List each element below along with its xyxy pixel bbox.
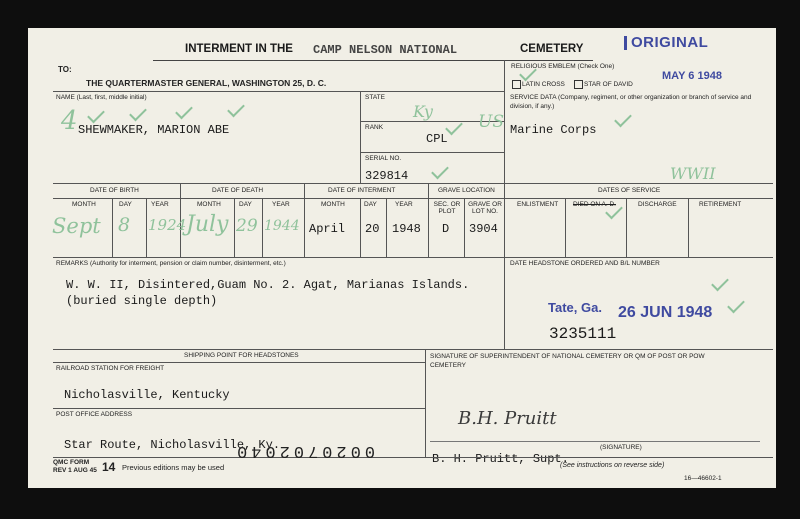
line-svc-sub2: [626, 198, 627, 257]
bl-number: 3235111: [549, 325, 617, 343]
star-of-david-label: STAR OF DAVID: [584, 81, 633, 88]
dod-month: July: [186, 212, 229, 237]
grave-no-label: GRAVE OR LOT NO.: [468, 201, 502, 215]
remarks-line1: W. W. II, Disintered,Guam No. 2. Agat, Marianas Islands.: [66, 278, 470, 292]
service-value: Marine Corps: [510, 123, 597, 137]
line-grave-right: [504, 183, 505, 349]
dod-label: DATE OF DEATH: [212, 187, 264, 194]
remarks-label: REMARKS (Authority for interment, pension or claim number, disinterment, etc.): [56, 260, 286, 267]
line-dob-sub1: [112, 198, 113, 257]
line-svc-sub1: [565, 198, 566, 257]
previous-editions: Previous editions may be used: [122, 463, 225, 472]
line-doi-sub2: [386, 198, 387, 257]
check-mark-headstone-2: [727, 296, 745, 314]
line-signature-left: [425, 349, 426, 457]
line-footer-top: [53, 457, 773, 458]
addressee: THE QUARTERMASTER GENERAL, WASHINGTON 25, D. C.: [86, 78, 327, 88]
grave-no: 3904: [469, 222, 498, 236]
line-svc-sub3: [688, 198, 689, 257]
form-number: 14: [102, 460, 116, 474]
dod-year-label: YEAR: [272, 201, 290, 208]
line-dod-sub2: [262, 198, 263, 257]
title-interment-in-the: INTERMENT IN THE: [185, 43, 293, 55]
rank-value: CPL: [426, 132, 448, 146]
sec-label: SEC. OR PLOT: [433, 201, 461, 215]
signature-caption: (SIGNATURE): [600, 444, 642, 451]
check-mark-name: [87, 106, 105, 124]
line-service-left: [504, 91, 505, 183]
doi-month: April: [309, 222, 346, 236]
signature-script: B.H. Pruitt: [458, 408, 557, 429]
line-dod-sub1: [234, 198, 235, 257]
check-mark-name-3: [175, 102, 193, 120]
doi-day: 20: [365, 222, 380, 236]
form-id: [53, 459, 97, 475]
state-value: Ky: [413, 102, 433, 121]
line-dob-sub2: [146, 198, 147, 257]
doi-day-label: DAY: [364, 201, 377, 208]
latin-cross-label: LATIN CROSS: [522, 81, 565, 88]
line-grave-sub1: [464, 198, 465, 257]
serial-value: 329814: [365, 169, 409, 183]
name-value: SHEWMAKER, MARION ABE: [78, 123, 230, 137]
service-data-label: SERVICE DATA (Company, regiment, or other organization or branch of service and division, if any.): [510, 94, 752, 110]
to-label: TO:: [58, 65, 72, 74]
line-state-left: [360, 91, 361, 183]
dob-day: 8: [118, 214, 131, 236]
headstone-stamp-place: Tate, Ga.: [548, 300, 602, 315]
name-label: NAME (Last, first, middle initial): [56, 94, 147, 101]
headstone-stamp-date: 26 JUN 1948: [618, 304, 713, 321]
check-mark-name-4: [227, 100, 245, 118]
received-date-stamp: MAY 6 1948: [662, 70, 722, 82]
print-code: 16—46602-1: [684, 475, 722, 482]
railroad-label: RAILROAD STATION FOR FREIGHT: [56, 365, 165, 372]
line-remarks-bottom: [53, 349, 773, 350]
doi-year: 1948: [392, 222, 421, 236]
enlistment-label: ENLISTMENT: [517, 201, 559, 208]
grave-location-label: GRAVE LOCATION: [438, 187, 495, 194]
microfilm-number: 0020702040: [233, 441, 376, 460]
line-railroad-bottom: [53, 408, 425, 409]
dod-day: 29: [236, 216, 258, 236]
line-shipping-sub: [53, 362, 425, 363]
check-mark-service: [614, 110, 632, 128]
line-doi-sub1: [360, 198, 361, 257]
signature-typed: B. H. Pruitt, Supt.: [432, 452, 569, 466]
post-office-label: POST OFFICE ADDRESS: [56, 411, 133, 418]
dod-day-label: DAY: [239, 201, 252, 208]
form-rev: REV 1 AUG 45: [53, 467, 97, 474]
signature-label: SIGNATURE OF SUPERINTENDENT OF NATIONAL CEMETERY OR QM OF POST OR POW CEMETERY: [430, 353, 705, 369]
line-dod-right: [304, 183, 305, 257]
state-label: STATE: [365, 94, 385, 101]
check-mark-name-2: [129, 104, 147, 122]
dates-of-service-label: DATES OF SERVICE: [598, 187, 661, 194]
line-doi-right: [428, 183, 429, 257]
grave-sec: D: [442, 222, 450, 236]
check-mark-headstone: [711, 274, 729, 292]
form-label: QMC FORM: [53, 459, 90, 466]
discharge-label: DISCHARGE: [638, 201, 677, 208]
name-hand-mark: 4: [61, 106, 78, 136]
died-on-label: DIED ON A. D.: [573, 201, 616, 208]
remarks-line2: (buried single depth): [66, 294, 218, 308]
star-of-david-checkbox[interactable]: [574, 80, 583, 89]
serial-label: SERIAL NO.: [365, 155, 402, 162]
doi-label: DATE OF INTERMENT: [328, 187, 396, 194]
headstone-order-label: DATE HEADSTONE ORDERED AND B/L NUMBER: [510, 260, 660, 267]
rank-label: RANK: [365, 124, 384, 131]
dod-month-label: MONTH: [197, 201, 221, 208]
dob-label: DATE OF BIRTH: [90, 187, 139, 194]
dob-year-label: YEAR: [151, 201, 169, 208]
religious-emblem-label: RELIGIOUS EMBLEM (Check One): [511, 63, 615, 70]
dob-month-label: MONTH: [72, 201, 96, 208]
cemetery-name: CAMP NELSON NATIONAL: [313, 43, 458, 57]
line-to-bottom: [53, 91, 505, 92]
line-date-subheader: [53, 198, 773, 199]
dob-day-label: DAY: [119, 201, 132, 208]
dob-month: Sept: [52, 214, 101, 238]
line-dates-bottom: [53, 257, 773, 258]
shipping-label: SHIPPING POINT FOR HEADSTONES: [184, 352, 299, 359]
interment-card: [28, 28, 776, 488]
post-office-value: Star Route, Nicholasville, Ky.: [64, 438, 281, 452]
title-underline: [153, 60, 593, 61]
dod-year: 1944: [264, 218, 300, 234]
dob-year: 1924: [148, 216, 187, 234]
check-mark-serial: [431, 162, 449, 180]
doi-month-label: MONTH: [321, 201, 345, 208]
doi-year-label: YEAR: [395, 201, 413, 208]
latin-cross-checkbox[interactable]: [512, 80, 521, 89]
wwii-hand-note: WWII: [670, 164, 716, 183]
instructions-note: (See instructions on reverse side): [560, 462, 665, 469]
service-hand-note: US: [478, 112, 504, 132]
original-stamp: ORIGINAL: [624, 34, 708, 51]
line-signature: [430, 441, 760, 442]
title-cemetery: CEMETERY: [520, 43, 584, 55]
retirement-label: RETIREMENT: [699, 201, 742, 208]
line-rank-bottom: [360, 152, 505, 153]
railroad-value: Nicholasville, Kentucky: [64, 388, 230, 402]
line-dates-top: [53, 183, 773, 184]
